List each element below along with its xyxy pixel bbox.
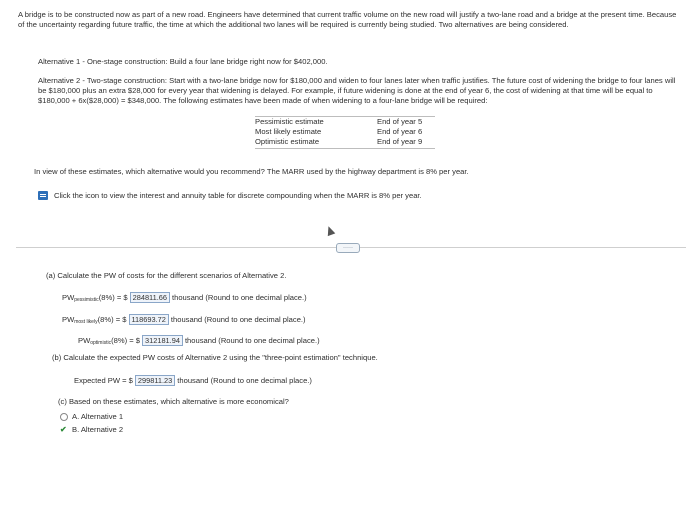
- estimate-label: Most likely estimate: [255, 127, 322, 136]
- part-a-title: (a) Calculate the PW of costs for the different scenarios of Alternative 2.: [46, 271, 287, 280]
- round-note: thousand (Round to one decimal place.): [184, 336, 320, 345]
- table-link-text: Click the icon to view the interest and annuity table for discrete compounding when the MARR is 8% per year.: [54, 191, 422, 200]
- expand-toggle-button[interactable]: ·····: [336, 243, 360, 253]
- round-note: thousand (Round to one decimal place.): [170, 315, 306, 324]
- round-note: thousand (Round to one decimal place.): [172, 293, 307, 302]
- pw-label: PW: [62, 315, 75, 324]
- estimate-row: [255, 137, 435, 147]
- pw-label: PW: [78, 336, 91, 345]
- table-link-row[interactable]: [38, 191, 422, 200]
- pw-pessimistic-input[interactable]: 284811.66: [130, 292, 170, 303]
- estimate-row: [255, 117, 435, 127]
- estimate-label: Optimistic estimate: [255, 137, 320, 146]
- estimate-value: End of year 9: [377, 137, 423, 146]
- alternative-2-text: Alternative 2 - Two-stage construction: Start with a two-lane bridge now for $180,000 and widen to four lanes later when traffic justifies. The future cost of widening the bridge to four lanes will be $180,000 plus an extra $28,000 for every year that widening is delayed. For example, if future widening is done at the end of year 6, the cost of widening at that time will be equal to $180,000 + 6x($28,000) = $348,000. The following estimates have been made of when widening to a four-lane bridge will be required:: [38, 76, 676, 105]
- mouse-cursor-icon: [325, 225, 336, 236]
- alternative-1-text: Alternative 1 - One-stage construction: Build a four lane bridge right now for $402,000.: [38, 57, 328, 66]
- pw-subscript: most likely: [74, 319, 98, 325]
- option-b[interactable]: [60, 425, 123, 434]
- pw-optimistic-row: [78, 335, 320, 349]
- estimate-label: Pessimistic estimate: [255, 117, 324, 126]
- option-a-label: A. Alternative 1: [72, 412, 124, 421]
- part-c-title: (c) Based on these estimates, which alternative is more economical?: [58, 397, 289, 406]
- estimate-row: [255, 127, 435, 137]
- pw-pessimistic-row: [62, 292, 307, 306]
- pw-subscript: optimistic: [90, 340, 112, 346]
- pw-subscript: pessimistic: [74, 297, 99, 303]
- pw-rate: (8%) = $: [97, 315, 127, 324]
- expected-pw-label: Expected PW = $: [74, 376, 133, 385]
- pw-rate: (8%) = $: [111, 336, 140, 345]
- round-note: thousand (Round to one decimal place.): [177, 376, 312, 385]
- option-a[interactable]: [60, 412, 123, 421]
- estimates-table: [255, 117, 435, 147]
- expected-pw-input[interactable]: 299811.23: [135, 375, 175, 386]
- pw-optimistic-input[interactable]: 312181.94: [142, 335, 183, 346]
- pw-most-likely-row: [62, 314, 306, 328]
- pw-rate: (8%) = $: [98, 293, 128, 302]
- expected-pw-row: [74, 375, 312, 386]
- table-icon[interactable]: [38, 191, 48, 200]
- table-bottom-rule: [255, 148, 435, 149]
- checkmark-icon: ✔: [60, 425, 67, 434]
- pw-label: PW: [62, 293, 75, 302]
- estimate-value: End of year 5: [377, 117, 423, 126]
- part-b-title: (b) Calculate the expected PW costs of Alternative 2 using the "three-point estimation" technique.: [52, 353, 378, 362]
- estimate-value: End of year 6: [377, 127, 423, 136]
- problem-intro: A bridge is to be constructed now as part of a new road. Engineers have determined that current traffic volume on the new road will justify a two-lane road and a bridge at the present time. Because of the uncertainty regarding future traffic, the time at which the additional two lanes will be required is currently being studied. Two alternatives are being considered.: [18, 10, 677, 29]
- radio-unselected-icon[interactable]: [60, 413, 68, 421]
- pw-most-likely-input[interactable]: 118693.72: [129, 314, 169, 325]
- main-question: In view of these estimates, which alternative would you recommend? The MARR used by the highway department is 8% per year.: [34, 167, 469, 176]
- option-b-label: B. Alternative 2: [72, 425, 124, 434]
